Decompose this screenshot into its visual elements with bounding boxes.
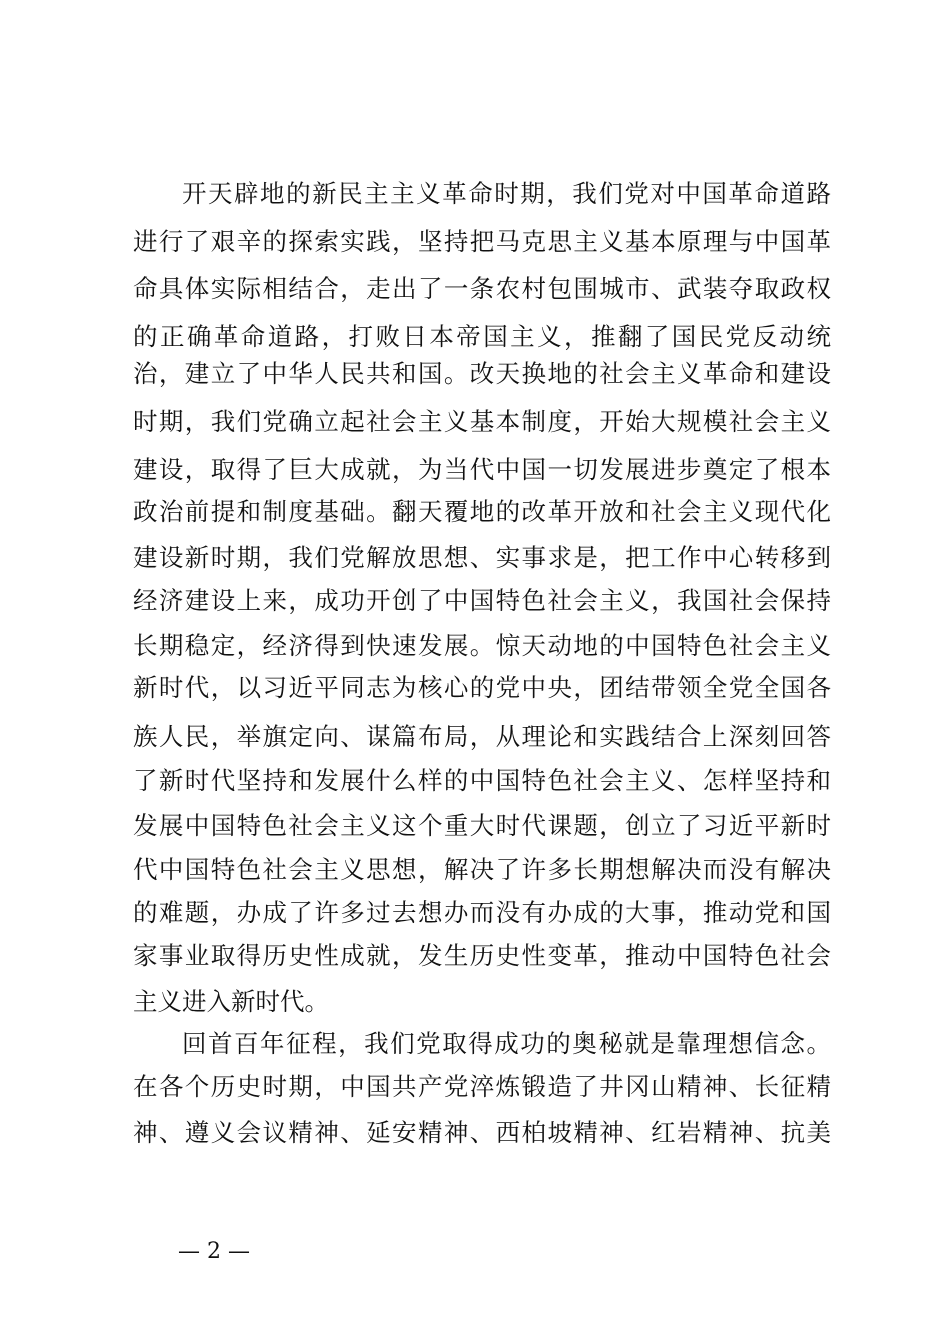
paragraph-1-line: 代中国特色社会主义思想，解决了许多长期想解决而没有解决 [133, 855, 831, 884]
paragraph-1-line: 新时代，以习近平同志为核心的党中央，团结带领全党全国各 [133, 673, 831, 702]
paragraph-1-line: 进行了艰辛的探索实践，坚持把马克思主义基本原理与中国革 [133, 227, 831, 256]
paragraph-1-line: 主义进入新时代。 [133, 987, 329, 1016]
paragraph-2-line: 回首百年征程，我们党取得成功的奥秘就是靠理想信念。 [182, 1029, 831, 1058]
paragraph-2-line: 在各个历史时期，中国共产党淬炼锻造了井冈山精神、长征精 [133, 1072, 831, 1101]
paragraph-2-line: 神、遵义会议精神、延安精神、西柏坡精神、红岩精神、抗美 [133, 1118, 831, 1147]
paragraph-1-line: 的难题，办成了许多过去想办而没有办成的大事，推动党和国 [133, 898, 831, 927]
paragraph-1-line: 开天辟地的新民主主义革命时期，我们党对中国革命道路 [182, 179, 831, 208]
paragraph-1-line: 治，建立了中华人民共和国。改天换地的社会主义革命和建设 [133, 359, 831, 388]
paragraph-1-line: 了新时代坚持和发展什么样的中国特色社会主义、怎样坚持和 [133, 766, 831, 795]
paragraph-1-line: 长期稳定，经济得到快速发展。惊天动地的中国特色社会主义 [133, 631, 831, 660]
paragraph-1-line: 族人民，举旗定向、谋篇布局，从理论和实践结合上深刻回答 [133, 722, 831, 751]
paragraph-1-line: 建设新时期，我们党解放思想、实事求是，把工作中心转移到 [133, 543, 831, 572]
page-number: — 2 — [178, 1239, 250, 1264]
paragraph-1-line: 命具体实际相结合，走出了一条农村包围城市、武装夺取政权 [133, 274, 831, 303]
paragraph-1-line: 经济建设上来，成功开创了中国特色社会主义，我国社会保持 [133, 586, 831, 615]
paragraph-1-line: 时期，我们党确立起社会主义基本制度，开始大规模社会主义 [133, 407, 831, 436]
paragraph-1-line: 建设，取得了巨大成就，为当代中国一切发展进步奠定了根本 [133, 455, 831, 484]
paragraph-1-line: 发展中国特色社会主义这个重大时代课题，创立了习近平新时 [133, 811, 831, 840]
paragraph-1-line: 政治前提和制度基础。翻天覆地的改革开放和社会主义现代化 [133, 497, 831, 526]
paragraph-1-line: 的正确革命道路，打败日本帝国主义，推翻了国民党反动统 [133, 322, 831, 351]
paragraph-1-line: 家事业取得历史性成就，发生历史性变革，推动中国特色社会 [133, 941, 831, 970]
